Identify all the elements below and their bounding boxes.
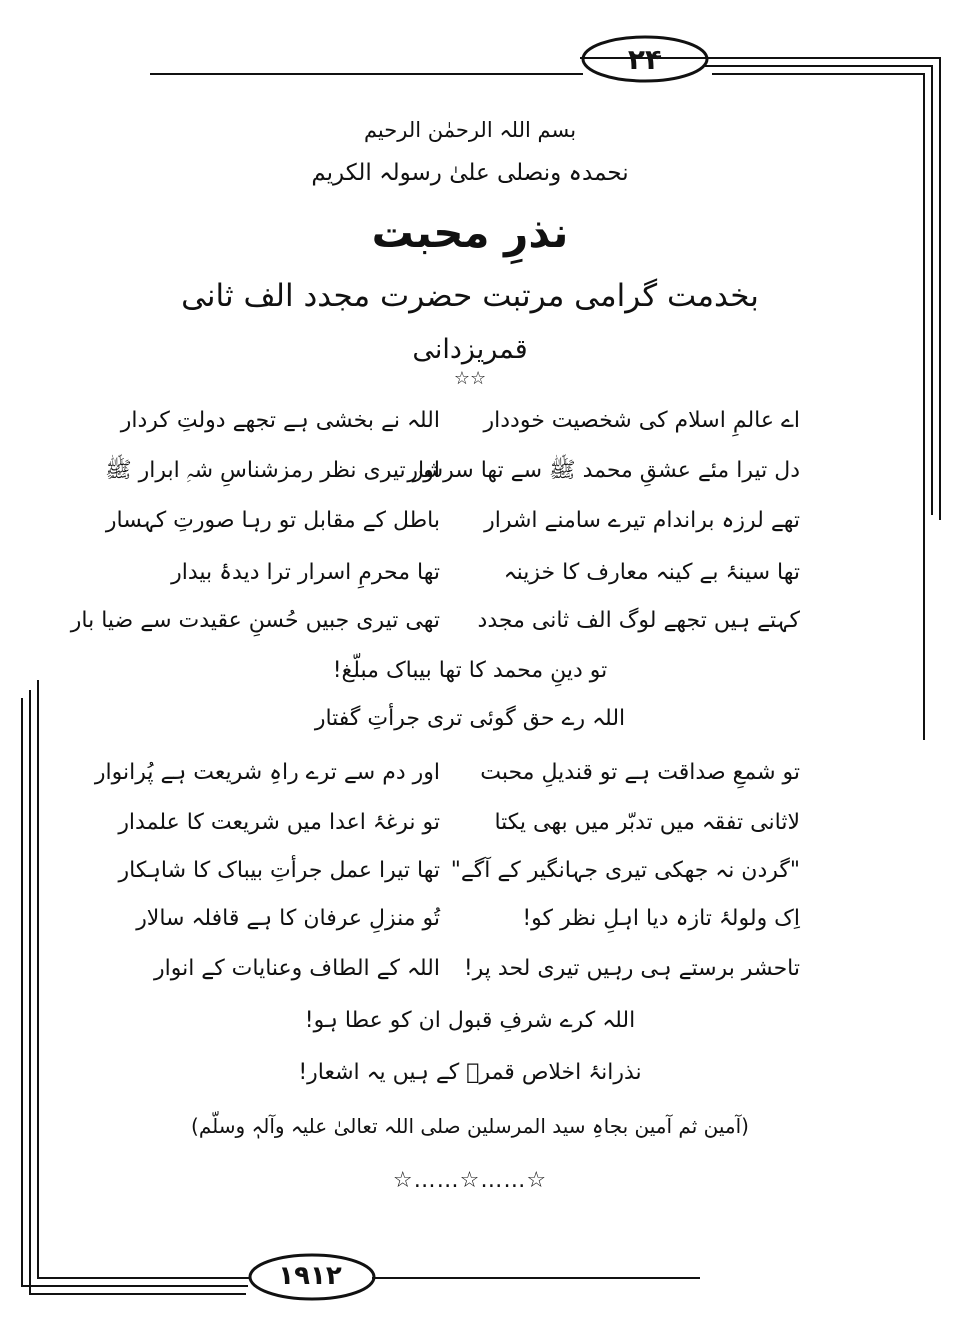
verse-second-half: تو نرغۂ اعدا میں شریعت کا علمدار — [118, 810, 440, 835]
verse-second-half: تھا تیرا عمل جرأتِ بیباک کا شاہکار — [118, 858, 440, 883]
verse-row — [100, 906, 800, 946]
refrain-line: اللہ رے حق گوئی تری جرأتِ گفتار — [314, 706, 626, 731]
verse-first-half: لاثانی تفقہ میں تدبّر میں بھی یکتا — [494, 810, 800, 835]
salutation: نحمدہ ونصلی علیٰ رسولہ الکریم — [311, 160, 629, 186]
verse-row — [100, 560, 800, 600]
footer-stars: ☆……☆……☆ — [392, 1168, 548, 1193]
verse-first-half: دل تیرا مئے عشقِ محمد ﷺ سے تھا سرشار — [407, 458, 800, 483]
refrain-line: اللہ کرے شرفِ قبول ان کو عطا ہو! — [304, 1008, 636, 1033]
verse-second-half: اور تیری نظر رمزشناسِ شہِ ابرار ﷺ — [105, 458, 440, 483]
verse-second-half: تھا محرمِ اسرار ترا دیدۂ بیدار — [171, 560, 440, 585]
author-name: قمریزدانی — [412, 334, 528, 365]
poem-title: نذرِ محبت — [371, 208, 569, 257]
verse-second-half: اللہ کے الطاف وعنایات کے انوار — [153, 956, 440, 981]
verse-row — [70, 608, 800, 648]
dedication: بخدمت گرامی مرتبت حضرت مجدد الف ثانی — [181, 278, 759, 314]
verse-second-half: تھی تیری جبیں حُسنِ عقیدت سے ضیا بار — [70, 608, 440, 633]
verse-second-half: اللہ نے بخشی ہے تجھے دولتِ کردار — [120, 408, 440, 433]
verse-first-half: اے عالمِ اسلام کی شخصیت خوددار — [483, 408, 800, 433]
verse-second-half: باطل کے مقابل تو رہا صورتِ کہسار — [105, 508, 440, 533]
verse-first-half: اِک ولولۂ تازہ دیا اہلِ نظر کو! — [522, 906, 800, 931]
verse-first-half: تھا سینۂ بے کینہ معارف کا خزینہ — [503, 560, 800, 585]
bismillah: بسم اللہ الرحمٰن الرحیم — [363, 118, 577, 142]
verse-first-half: تاحشر برستے ہی رہیں تیری لحد پر! — [463, 956, 800, 981]
stars-divider: ☆☆ — [453, 368, 487, 389]
refrain-line: نذرانۂ اخلاص قمرؔ کے ہیں یہ اشعار! — [298, 1060, 642, 1085]
verse-row — [100, 810, 800, 850]
verse-first-half: کہتے ہیں تجھے لوگ الف ثانی مجدد — [477, 608, 800, 633]
page-number: ۲۴ — [627, 42, 663, 76]
verse-row — [100, 408, 800, 448]
verse-row — [100, 508, 800, 548]
verse-row — [94, 760, 800, 800]
verse-row — [100, 858, 800, 898]
verse-first-half: تو شمعِ صداقت ہے تو قندیلِ محبت — [480, 760, 800, 785]
year-badge: ۱۹۱۲ — [278, 1261, 342, 1291]
verse-second-half: تُو منزلِ عرفان کا ہے قافلہ سالار — [136, 906, 440, 931]
closing-prayer: (آمین ثم آمین بجاہِ سید المرسلین صلی اللہ تعالیٰ علیہ وآلہٖ وسلّم) — [191, 1114, 749, 1138]
verse-first-half: "گردن نہ جھکی تیری جہانگیر کے آگے" — [450, 858, 800, 883]
verse-row — [100, 456, 800, 496]
verse-row — [100, 956, 800, 996]
verse-first-half: تھے لرزہ براندام تیرے سامنے اشرار — [484, 508, 800, 533]
refrain-line: تو دینِ محمد کا تھا بیباک مبلّغ! — [332, 658, 608, 683]
verse-second-half: اور دم سے ترے راہِ شریعت ہے پُرانوار — [94, 760, 440, 785]
